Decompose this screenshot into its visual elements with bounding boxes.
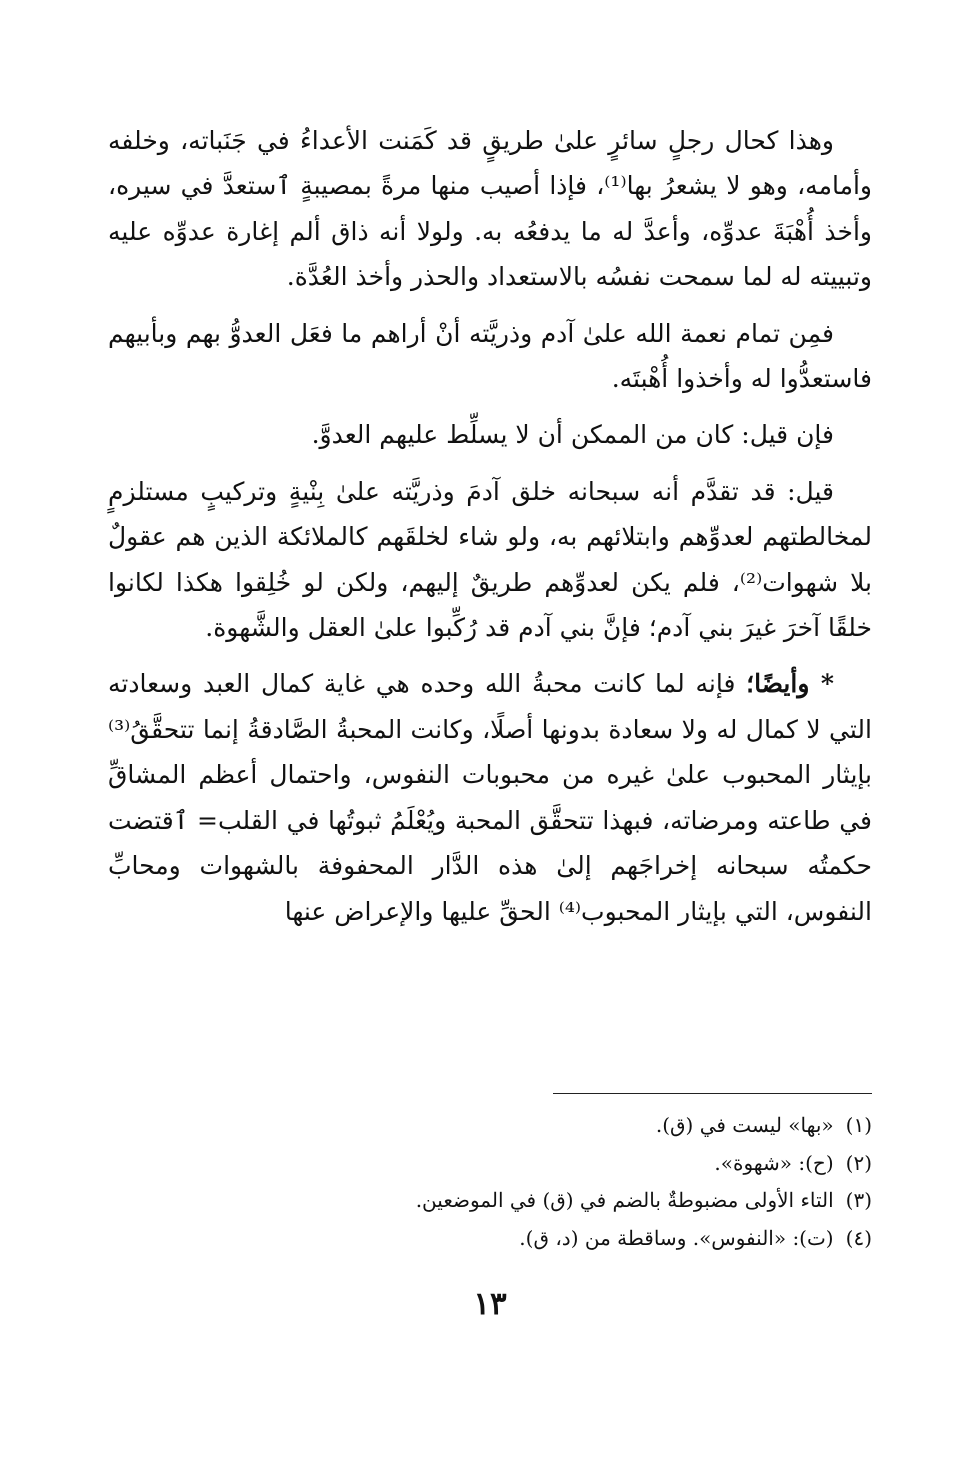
footnote-text: (ح): «شهوة».: [714, 1150, 834, 1175]
paragraph-text: وهذا كحال رجلٍ سائرٍ علىٰ طريقٍ قد كَمَنت الأعداءُ في جَنَباته، وخلفه وأمامه، وهو لا يشعرُ بها⁽¹⁾، فإذا أصيب منها مرةً بمصيبةٍ ٱستعدَّ في سيره، وأخذ أُهْبَةَ عدوِّه، وأعدَّ له ما يدفعُه به. ولولا أنه ذاق ألم إغارة عدوِّه عليه وتبييته له لما سمحت نفسُه بالاستعداد والحذر وأخذ العُدَّة.: [108, 126, 872, 292]
paragraph-text: فإنه لما كانت محبةُ الله وحده هي غاية كمال العبد وسعادته التي لا كمال له ولا سعادة بدونها أصلًا، وكانت المحبةُ الصَّادقةُ إنما تتحقَّقُ⁽³⁾ بإيثار المحبوب علىٰ غيره من محبوبات النفوس، واحتمال أعظم المشاقِّ في طاعته ومرضاته، فبهذا تتحقَّق المحبة ويُعْلَمُ ثبوتُها في القلب= ٱقتضت حكمتُه سبحانه إخراجَهم إلىٰ هذه الدَّار المحفوفة بالشهوات ومحابِّ النفوس، التي بإيثار المحبوب⁽⁴⁾ الحقِّ عليها والإعراض عنها: [108, 669, 872, 926]
footnotes: [108, 1107, 872, 1257]
paragraph-1: [108, 118, 872, 300]
footnote-number: (٣): [845, 1188, 872, 1212]
footnote-number: (٤): [845, 1225, 872, 1250]
paragraph-2: [108, 311, 872, 402]
paragraph-3: [108, 412, 872, 457]
footnote-text: «بها» ليست في (ق).: [655, 1113, 834, 1137]
footnote-3: [108, 1182, 872, 1220]
paragraph-5: [108, 661, 872, 933]
footnote-1: [108, 1107, 872, 1145]
page-number: ١٣: [473, 1286, 507, 1322]
footnote-2: [108, 1145, 872, 1183]
main-text: [108, 118, 872, 934]
footnote-number: (١): [845, 1113, 872, 1137]
paragraph-4: [108, 469, 872, 651]
paragraph-lead: * وأيضًا؛: [746, 669, 834, 699]
footnote-number: (٢): [845, 1150, 872, 1175]
paragraph-text: فإن قيل: كان من الممكن أن لا يسلِّط عليهم العدوَّ.: [311, 420, 834, 450]
footnote-text: (ت): «النفوس». وساقطة من (د، ق).: [519, 1225, 834, 1250]
footnote-separator: [553, 1093, 872, 1094]
footnote-text: التاء الأولى مضبوطةٌ بالضم في (ق) في الموضعين.: [415, 1188, 834, 1212]
footnote-4: [108, 1220, 872, 1258]
paragraph-text: فمِن تمام نعمة الله علىٰ آدم وذريَّته أنْ أراهم ما فعَل العدوُّ بهم وبأبيهم فاستعدُّوا له وأخذوا أُهْبتَه.: [108, 318, 872, 394]
paragraph-text: قيل: قد تقدَّم أنه سبحانه خلق آدمَ وذريَّته علىٰ بِنْيةٍ وتركيبٍ مستلزمٍ لمخالطتهم لعدوِّهم وابتلائهم به، ولو شاء لخلقَهم كالملائكة الذين هم عقولٌ بلا شهوات⁽²⁾، فلم يكن لعدوِّهم طريقٌ إليهم، ولكن لو خُلِقوا هكذا لكانوا خلقًا آخرَ غيرَ بني آدم؛ فإنَّ بني آدم قد رُكِّبوا علىٰ العقل والشَّهوة.: [108, 476, 872, 643]
